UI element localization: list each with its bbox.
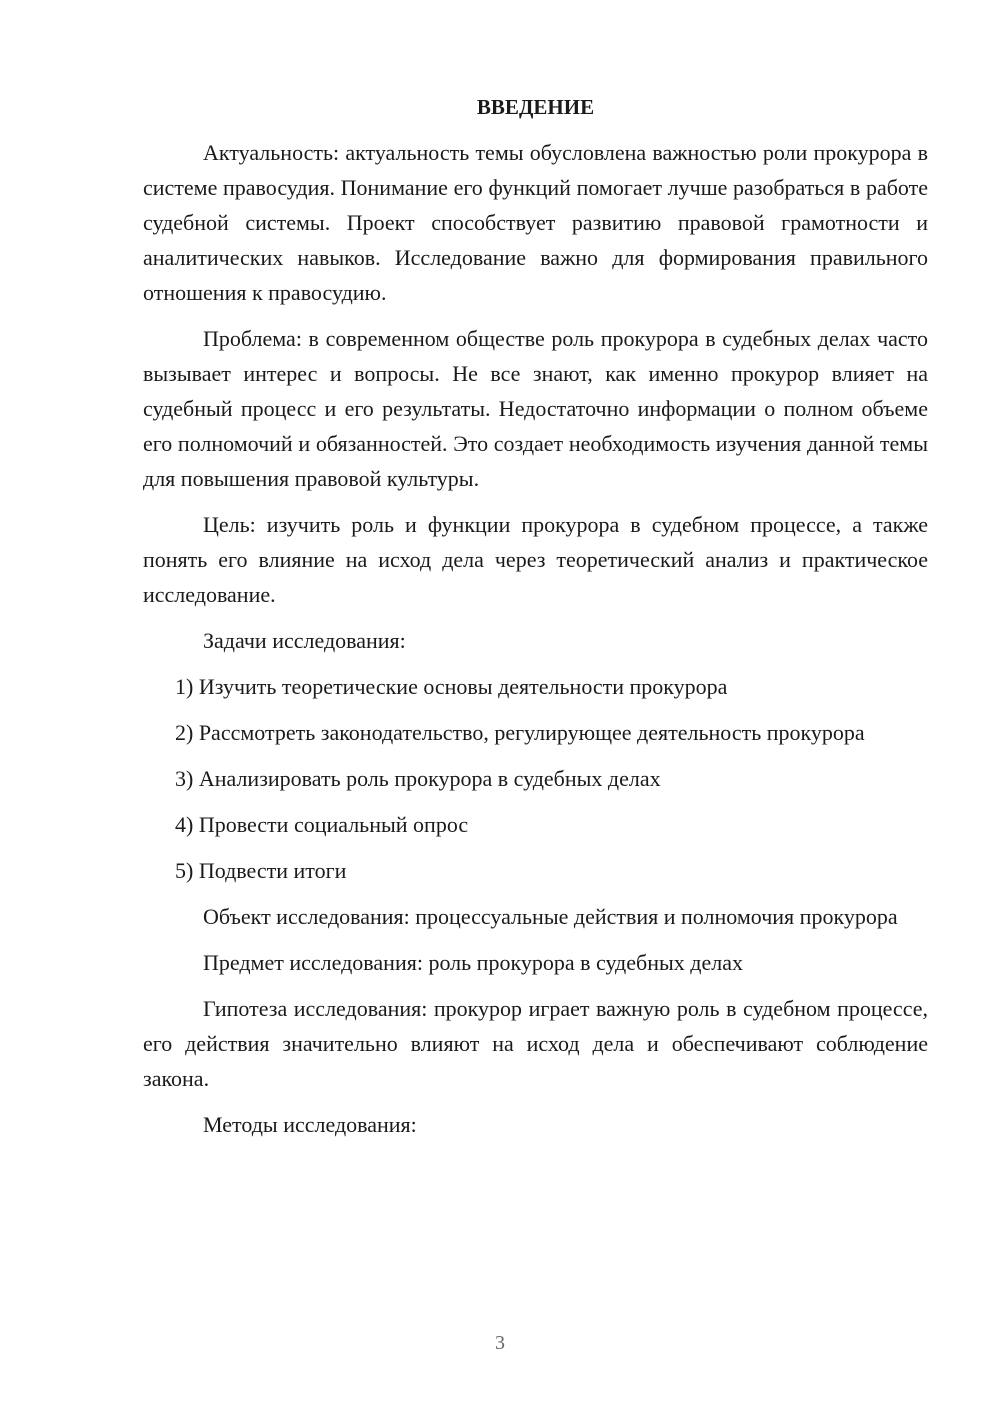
hypothesis-paragraph: Гипотеза исследования: прокурор играет важную роль в судебном процессе, его действия значительно влияют на исход дела и обеспечивают соблюдение закона. bbox=[143, 996, 928, 1091]
relevance-paragraph: Актуальность: актуальность темы обусловлена важностью роли прокурора в системе правосудия. Понимание его функций помогает лучше разобраться в работе судебной системы. Проект способствует развитию правовой грамотности и аналитических навыков. Исследование важно для формирования правильного отношения к правосудию. bbox=[143, 140, 928, 305]
tasks-heading: Задачи исследования: bbox=[203, 628, 406, 653]
methods-paragraph: Методы исследования: bbox=[203, 1112, 417, 1137]
goal-paragraph: Цель: изучить роль и функции прокурора в судебном процессе, а также понять его влияние на исход дела через теоретический анализ и практическое исследование. bbox=[143, 512, 928, 607]
problem-paragraph: Проблема: в современном обществе роль прокурора в судебных делах часто вызывает интерес и вопросы. Не все знают, как именно прокурор влияет на судебный процесс и его результаты. Недостаточно информации о полном объеме его полномочий и обязанностей. Это создает необходимость изучения данной темы для повышения правовой культуры. bbox=[143, 326, 928, 491]
list-item: 4) Провести социальный опрос bbox=[175, 812, 469, 837]
object-paragraph: Объект исследования: процессуальные действия и полномочия прокурора bbox=[203, 904, 898, 929]
tasks-list bbox=[143, 669, 928, 888]
list-item: 2) Рассмотреть законодательство, регулирующее деятельность прокурора bbox=[175, 720, 865, 745]
document-page bbox=[143, 92, 928, 1153]
page-title: ВВЕДЕНИЕ bbox=[476, 95, 595, 119]
page-number: 3 bbox=[495, 1332, 505, 1354]
list-item: 5) Подвести итоги bbox=[175, 858, 347, 883]
list-item: 1) Изучить теоретические основы деятельности прокурора bbox=[175, 674, 728, 699]
list-item: 3) Анализировать роль прокурора в судебных делах bbox=[175, 766, 661, 791]
subject-paragraph: Предмет исследования: роль прокурора в судебных делах bbox=[203, 950, 743, 975]
